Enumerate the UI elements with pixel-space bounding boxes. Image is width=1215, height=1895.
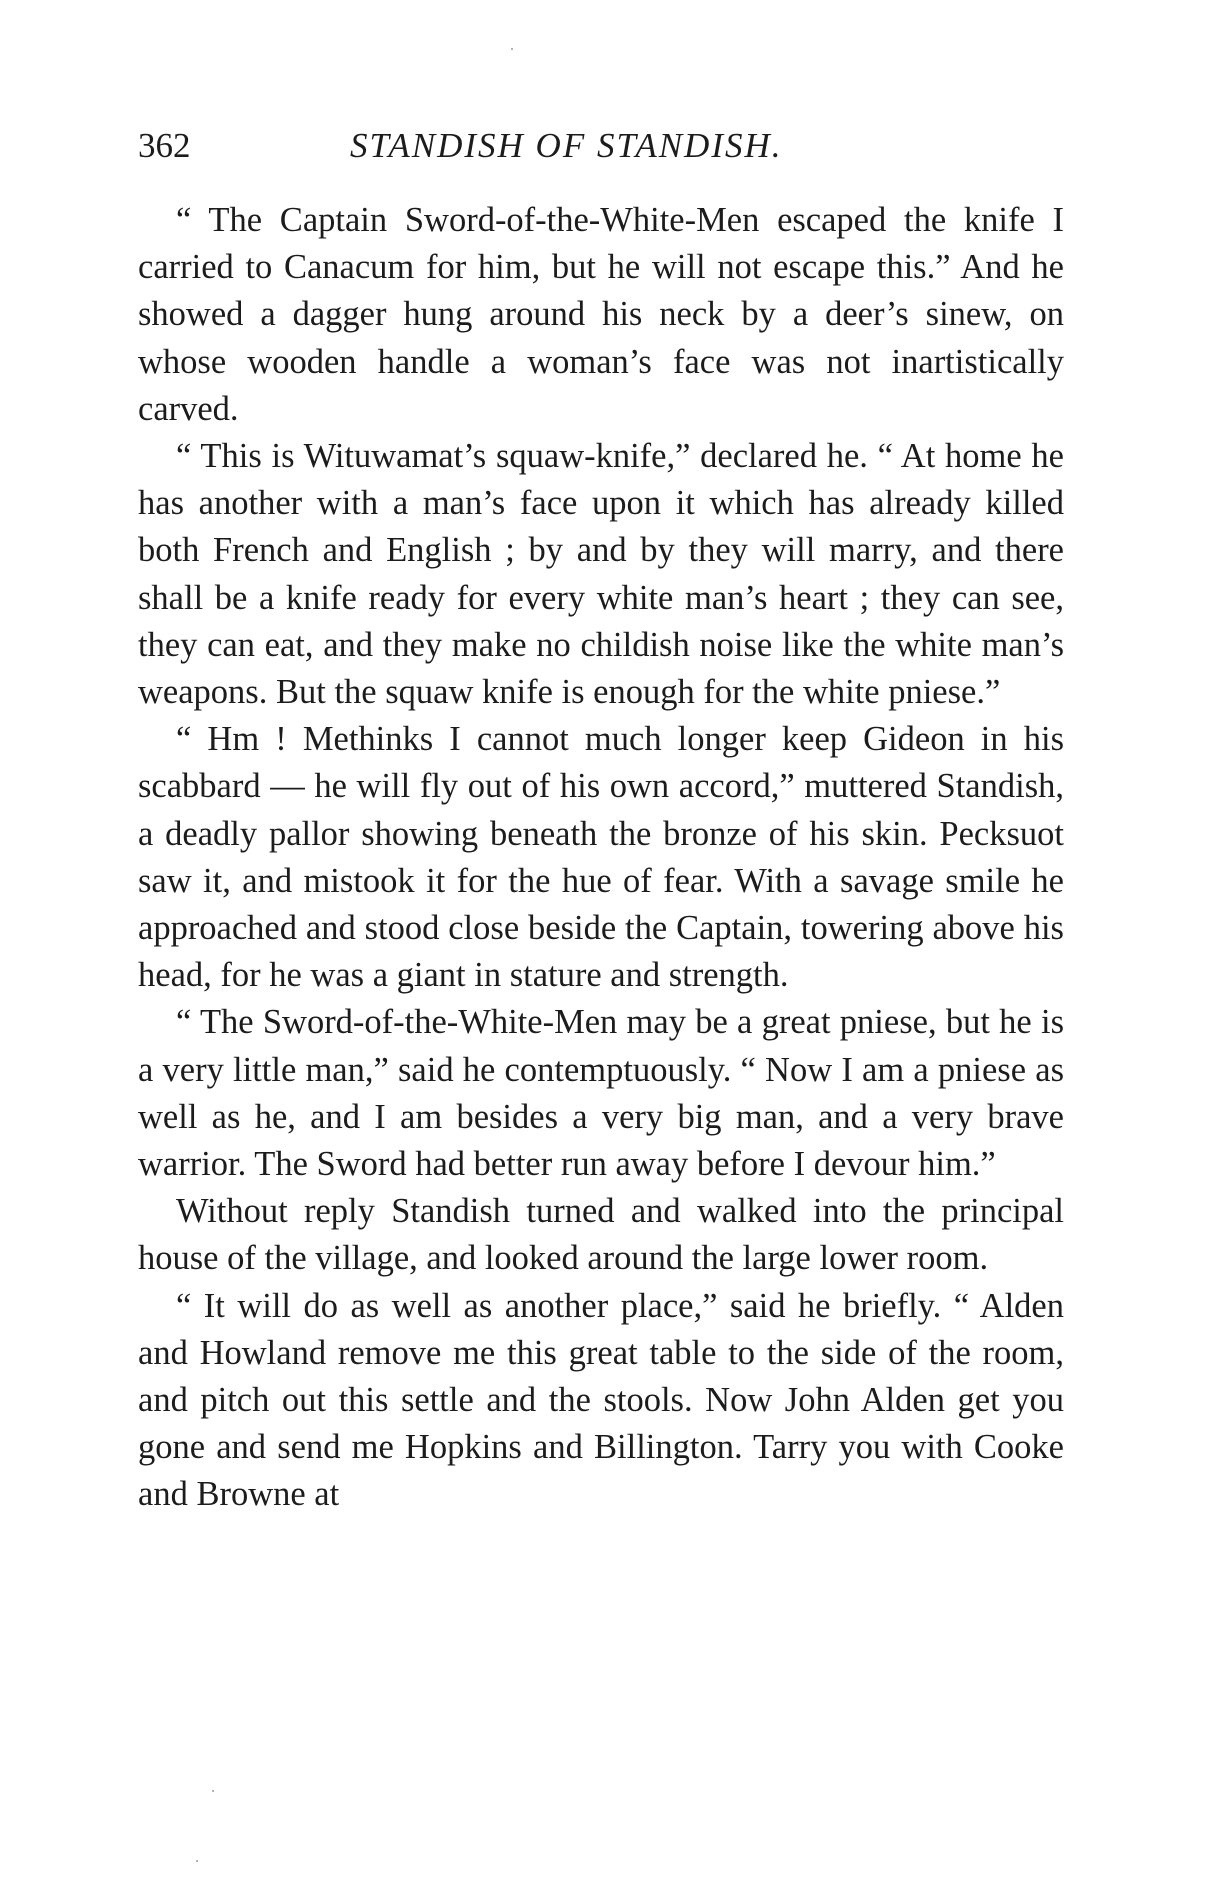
page-number: 362 bbox=[138, 126, 191, 165]
running-title: STANDISH OF STANDISH. bbox=[350, 126, 783, 165]
paragraph: “ It will do as well as another place,” said he briefly. “ Alden and Howland remove me this great table to the side of the room, and pitch out this settle and the stools. Now John Alden get you gone and send me Hopkins and Billington. Tarry you with Cooke and Browne at bbox=[138, 1286, 1064, 1514]
paragraph: Without reply Standish turned and walked into the principal house of the village, and looked around the large lower room. bbox=[138, 1192, 1064, 1278]
paragraph: “ This is Wituwamat’s squaw-knife,” declared he. “ At home he has another with a man’s face upon it which has already killed both French and English ; by and by they will marry, and there shall be a knife ready for every white man’s heart ; they can see, they can eat, and they make no childish noise like the white man’s weapons. But the squaw knife is enough for the white pniese.” bbox=[138, 437, 1064, 712]
paragraph: “ The Captain Sword-of-the-White-Men escaped the knife I carried to Canacum for him, but he will not escape this.” And he showed a dagger hung around his neck by a deer’s sinew, on whose wooden handle a woman’s face was not inartistically carved. bbox=[138, 201, 1064, 428]
paragraph: “ Hm ! Methinks I cannot much longer keep Gideon in his scabbard — he will fly out of his own accord,” muttered Standish, a deadly pallor showing beneath the bronze of his skin. Pecksuot saw it, and mistook it for the hue of fear. With a savage smile he approached and stood close beside the Captain, towering above his head, for he was a giant in stature and strength. bbox=[138, 720, 1064, 995]
paragraph: “ The Sword-of-the-White-Men may be a great pniese, but he is a very little man,” said he contemptuously. “ Now I am a pniese as well as he, and I am besides a very big man, and a very brave warrior. The Sword had better run away before I devour him.” bbox=[138, 1003, 1064, 1184]
body-text bbox=[138, 197, 1064, 1519]
running-head bbox=[138, 122, 1068, 170]
paper-speck bbox=[196, 1860, 198, 1862]
paper-speck bbox=[212, 1790, 214, 1792]
paper-speck bbox=[511, 48, 513, 50]
